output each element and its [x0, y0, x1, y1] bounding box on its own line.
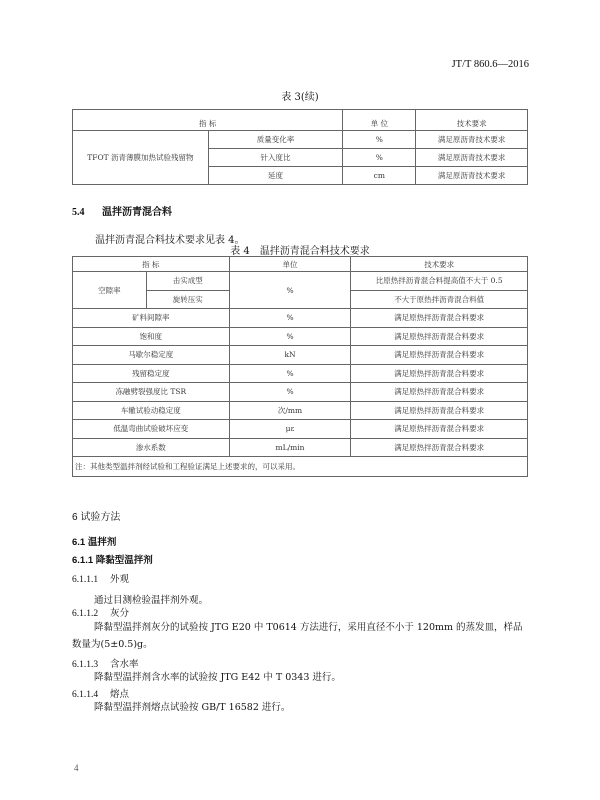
table3-requirement: 满足原沥青技术要求	[416, 131, 528, 149]
table4-requirement: 不大于原热拌沥青混合料值	[351, 290, 528, 309]
table4-note-row	[73, 457, 528, 477]
section-6-1-1-heading: 6.1.1 降黏型温拌剂	[72, 555, 153, 566]
table4	[72, 256, 528, 477]
table4-item: 残留稳定度	[73, 364, 230, 383]
section-title: 温拌沥青混合料	[102, 207, 172, 218]
table4-item: 冻融劈裂强度比 TSR	[73, 383, 230, 402]
table3-title: 表 3(续)	[281, 92, 319, 103]
table3-header-requirement: 技术要求	[416, 110, 528, 131]
table4-requirement: 比原热拌沥青混合料提高值不大于 0.5	[351, 272, 528, 291]
table4-header-requirement: 技术要求	[351, 257, 528, 272]
clause-text: 降黏型温拌剂灰分的试验按 JTG E20 中 T0614 方法进行，采用直径不小于 120mm 的蒸发皿，样品数量为(5±0.5)g。	[72, 622, 523, 650]
clause-number: 6.1.1.1	[72, 575, 99, 585]
clause-text: 降黏型温拌剂含水率的试验按 JTG E42 中 T 0343 进行。	[94, 672, 341, 683]
clause-6-1-1-1	[72, 571, 129, 585]
table4-subitem: 旋转压实	[146, 290, 229, 309]
clause-number: 6.1.1.4	[72, 690, 99, 700]
table-row	[73, 309, 528, 328]
table4-item: 渗水系数	[73, 438, 230, 457]
table4-title: 表 4 温拌沥青混合料技术要求	[230, 246, 370, 257]
void-ratio-label: 空隙率	[73, 272, 147, 309]
table4-item: 饱和度	[73, 327, 230, 346]
table3-header-unit: 单 位	[343, 110, 416, 131]
table4-requirement: 满足原热拌沥青混合料要求	[351, 327, 528, 346]
clause-number: 6.1.1.3	[72, 660, 99, 670]
table4-subitem: 击实成型	[146, 272, 229, 291]
section-6-1-heading: 6.1 温拌剂	[72, 537, 117, 548]
table-row	[73, 401, 528, 420]
clause-title: 外观	[110, 574, 130, 585]
clause-6-1-1-2	[72, 605, 129, 619]
table4-requirement: 满足原热拌沥青混合料要求	[351, 383, 528, 402]
table4-header-unit: 单位	[229, 257, 351, 272]
table3-item: 延度	[208, 167, 343, 185]
table-row	[73, 131, 528, 149]
table4-unit: kN	[229, 346, 351, 365]
table4-requirement: 满足原热拌沥青混合料要求	[351, 420, 528, 439]
table4-requirement: 满足原热拌沥青混合料要求	[351, 364, 528, 383]
table3-header-indicator: 指 标	[73, 110, 343, 131]
table4-requirement: 满足原热拌沥青混合料要求	[351, 438, 528, 457]
table3-unit: cm	[343, 167, 416, 185]
section-6-heading: 6 试验方法	[72, 512, 121, 523]
table3-group-label: TFOT 沥青薄膜加热试验残留物	[73, 131, 209, 185]
table4-unit: mL/min	[229, 438, 351, 457]
clause-text: 通过目测检验温拌剂外观。	[94, 595, 209, 606]
table4-item: 矿料间隙率	[73, 309, 230, 328]
table4-item: 车辙试验动稳定度	[73, 401, 230, 420]
table4-note: 注：其他类型温拌剂经试验和工程验证满足上述要求的，可以采用。	[73, 457, 528, 477]
clause-6-1-1-4	[72, 686, 129, 700]
table3	[72, 109, 528, 185]
section-5-4-heading	[72, 203, 172, 218]
section-number: 5.4	[72, 207, 85, 218]
table-row	[73, 364, 528, 383]
clause-title: 含水率	[110, 659, 139, 670]
table4-unit: %	[229, 383, 351, 402]
table3-unit: %	[343, 131, 416, 149]
table4-item: 马歇尔稳定度	[73, 346, 230, 365]
table4-requirement: 满足原热拌沥青混合料要求	[351, 346, 528, 365]
section-5-4-paragraph: 温拌沥青混合料技术要求见表 4。	[95, 235, 245, 246]
clause-text: 降黏型温拌剂熔点试验按 GB/T 16582 进行。	[94, 702, 291, 713]
table-row	[73, 420, 528, 439]
table-row	[73, 272, 528, 291]
table-row	[73, 438, 528, 457]
table3-header-row	[73, 110, 528, 131]
clause-number: 6.1.1.2	[72, 609, 99, 619]
table4-header-row	[73, 257, 528, 272]
table4-unit: %	[229, 364, 351, 383]
table3-requirement: 满足原沥青技术要求	[416, 167, 528, 185]
table3-requirement: 满足原沥青技术要求	[416, 149, 528, 167]
table4-unit: %	[229, 327, 351, 346]
table-row	[73, 327, 528, 346]
clause-title: 灰分	[110, 608, 130, 619]
table4-requirement: 满足原热拌沥青混合料要求	[351, 401, 528, 420]
table3-item: 质量变化率	[208, 131, 343, 149]
void-ratio-unit: %	[229, 272, 351, 309]
clause-title: 熔点	[110, 689, 130, 700]
table3-unit: %	[343, 149, 416, 167]
table4-unit: με	[229, 420, 351, 439]
table4-item: 低温弯曲试验破坏应变	[73, 420, 230, 439]
table4-unit: %	[229, 309, 351, 328]
page-number: 4	[74, 763, 79, 773]
table3-item: 针入度比	[208, 149, 343, 167]
clause-6-1-1-3	[72, 656, 139, 670]
document-code: JT/T 860.6—2016	[451, 59, 529, 70]
table-row	[73, 383, 528, 402]
table-row	[73, 346, 528, 365]
table4-header-indicator: 指 标	[73, 257, 230, 272]
table4-unit: 次/mm	[229, 401, 351, 420]
table4-requirement: 满足原热拌沥青混合料要求	[351, 309, 528, 328]
